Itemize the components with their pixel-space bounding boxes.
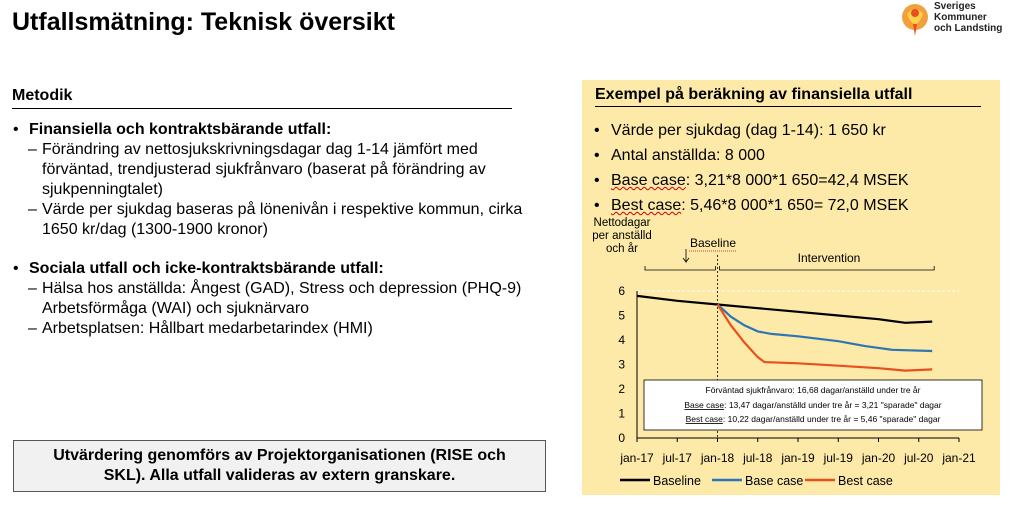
list-item: • Base case: 3,21*8 000*1 650=42,4 MSEK bbox=[594, 168, 994, 193]
series-line-baseline bbox=[637, 296, 932, 323]
legend-label: Baseline bbox=[653, 474, 701, 488]
x-tick-label: jul-19 bbox=[823, 451, 853, 465]
x-tick-label: jan-18 bbox=[700, 451, 735, 465]
legend-label: Best case bbox=[838, 474, 893, 488]
info-box-line: Förväntad sjukfrånvaro: 16,68 dagar/anställd under tre år bbox=[705, 385, 921, 395]
series-line-base-case bbox=[718, 305, 933, 352]
y-tick-label: 0 bbox=[618, 431, 625, 445]
logo-wordmark: Sveriges Kommuner och Landsting bbox=[934, 1, 1003, 34]
example-list bbox=[594, 118, 994, 218]
page-title: Utfallsmätning: Teknisk översikt bbox=[12, 8, 395, 36]
list-item: • Finansiella och kontraktsbärande utfall: bbox=[12, 120, 532, 140]
list-item: – Förändring av nettosjukskrivningsdagar dag 1-14 jämfört med förväntad, trendjusterad sjukfrånvaro (baserat på förändring av sjukpenningtalet) bbox=[12, 140, 532, 200]
y-axis-label: per anställd bbox=[592, 230, 652, 242]
metodik-heading: Metodik bbox=[12, 87, 512, 109]
y-axis-label: och år bbox=[606, 243, 638, 255]
list-item: – Hälsa hos anställda: Ångest (GAD), Stress och depression (PHQ-9) Arbetsförmåga (WAI) och sjuknärvaro bbox=[12, 279, 532, 319]
intervention-period-label: Intervention bbox=[797, 251, 861, 265]
y-tick-label: 1 bbox=[618, 406, 625, 421]
x-tick-label: jan-20 bbox=[861, 451, 896, 465]
list-item: • Best case: 5,46*8 000*1 650= 72,0 MSEK bbox=[594, 193, 994, 218]
info-box-line: Base case: 13,47 dagar/anställd under tre år = 3,21 "sparade" dagar bbox=[684, 400, 942, 410]
x-tick-label: jul-17 bbox=[662, 451, 692, 465]
skl-logo-icon bbox=[898, 0, 932, 38]
x-tick-label: jan-19 bbox=[781, 451, 815, 465]
x-tick-label: jan-17 bbox=[620, 451, 654, 465]
sick-days-chart bbox=[582, 210, 1000, 495]
list-item: • Sociala utfall och icke-kontraktsbärande utfall: bbox=[12, 259, 532, 279]
x-tick-label: jul-18 bbox=[743, 451, 773, 465]
example-heading: Exempel på beräkning av finansiella utfall bbox=[595, 86, 981, 107]
y-tick-label: 4 bbox=[618, 333, 625, 347]
baseline-bracket bbox=[645, 266, 716, 270]
list-item: – Arbetsplatsen: Hållbart medarbetarindex (HMI) bbox=[12, 319, 532, 339]
legend-label: Base case bbox=[745, 474, 804, 488]
info-box-line: Best case: 10,22 dagar/anställd under tre år = 5,46 "sparade" dagar bbox=[685, 414, 941, 424]
intervention-bracket bbox=[720, 266, 935, 270]
baseline-period-label: Baseline bbox=[689, 236, 737, 250]
evaluation-note: Utvärdering genomförs av Projektorganisationen (RISE och SKL). Alla utfall valideras av extern granskare. bbox=[13, 440, 546, 492]
y-tick-label: 3 bbox=[618, 357, 625, 372]
skl-logo bbox=[898, 0, 1018, 40]
x-tick-label: jan-21 bbox=[942, 451, 976, 465]
metodik-list bbox=[12, 120, 532, 339]
y-tick-label: 2 bbox=[618, 382, 625, 396]
baseline-arrow bbox=[683, 249, 689, 262]
y-tick-label: 5 bbox=[618, 308, 625, 323]
y-tick-label: 6 bbox=[618, 284, 625, 298]
x-tick-label: jul-20 bbox=[904, 451, 934, 465]
list-item: • Värde per sjukdag (dag 1-14): 1 650 kr bbox=[594, 118, 994, 143]
list-item: • Antal anställda: 8 000 bbox=[594, 143, 994, 168]
y-axis-label: Nettodagar bbox=[593, 217, 651, 229]
list-item: – Värde per sjukdag baseras på lönenivån i respektive kommun, cirka 1650 kr/dag (1300-1900 kronor) bbox=[12, 200, 532, 240]
